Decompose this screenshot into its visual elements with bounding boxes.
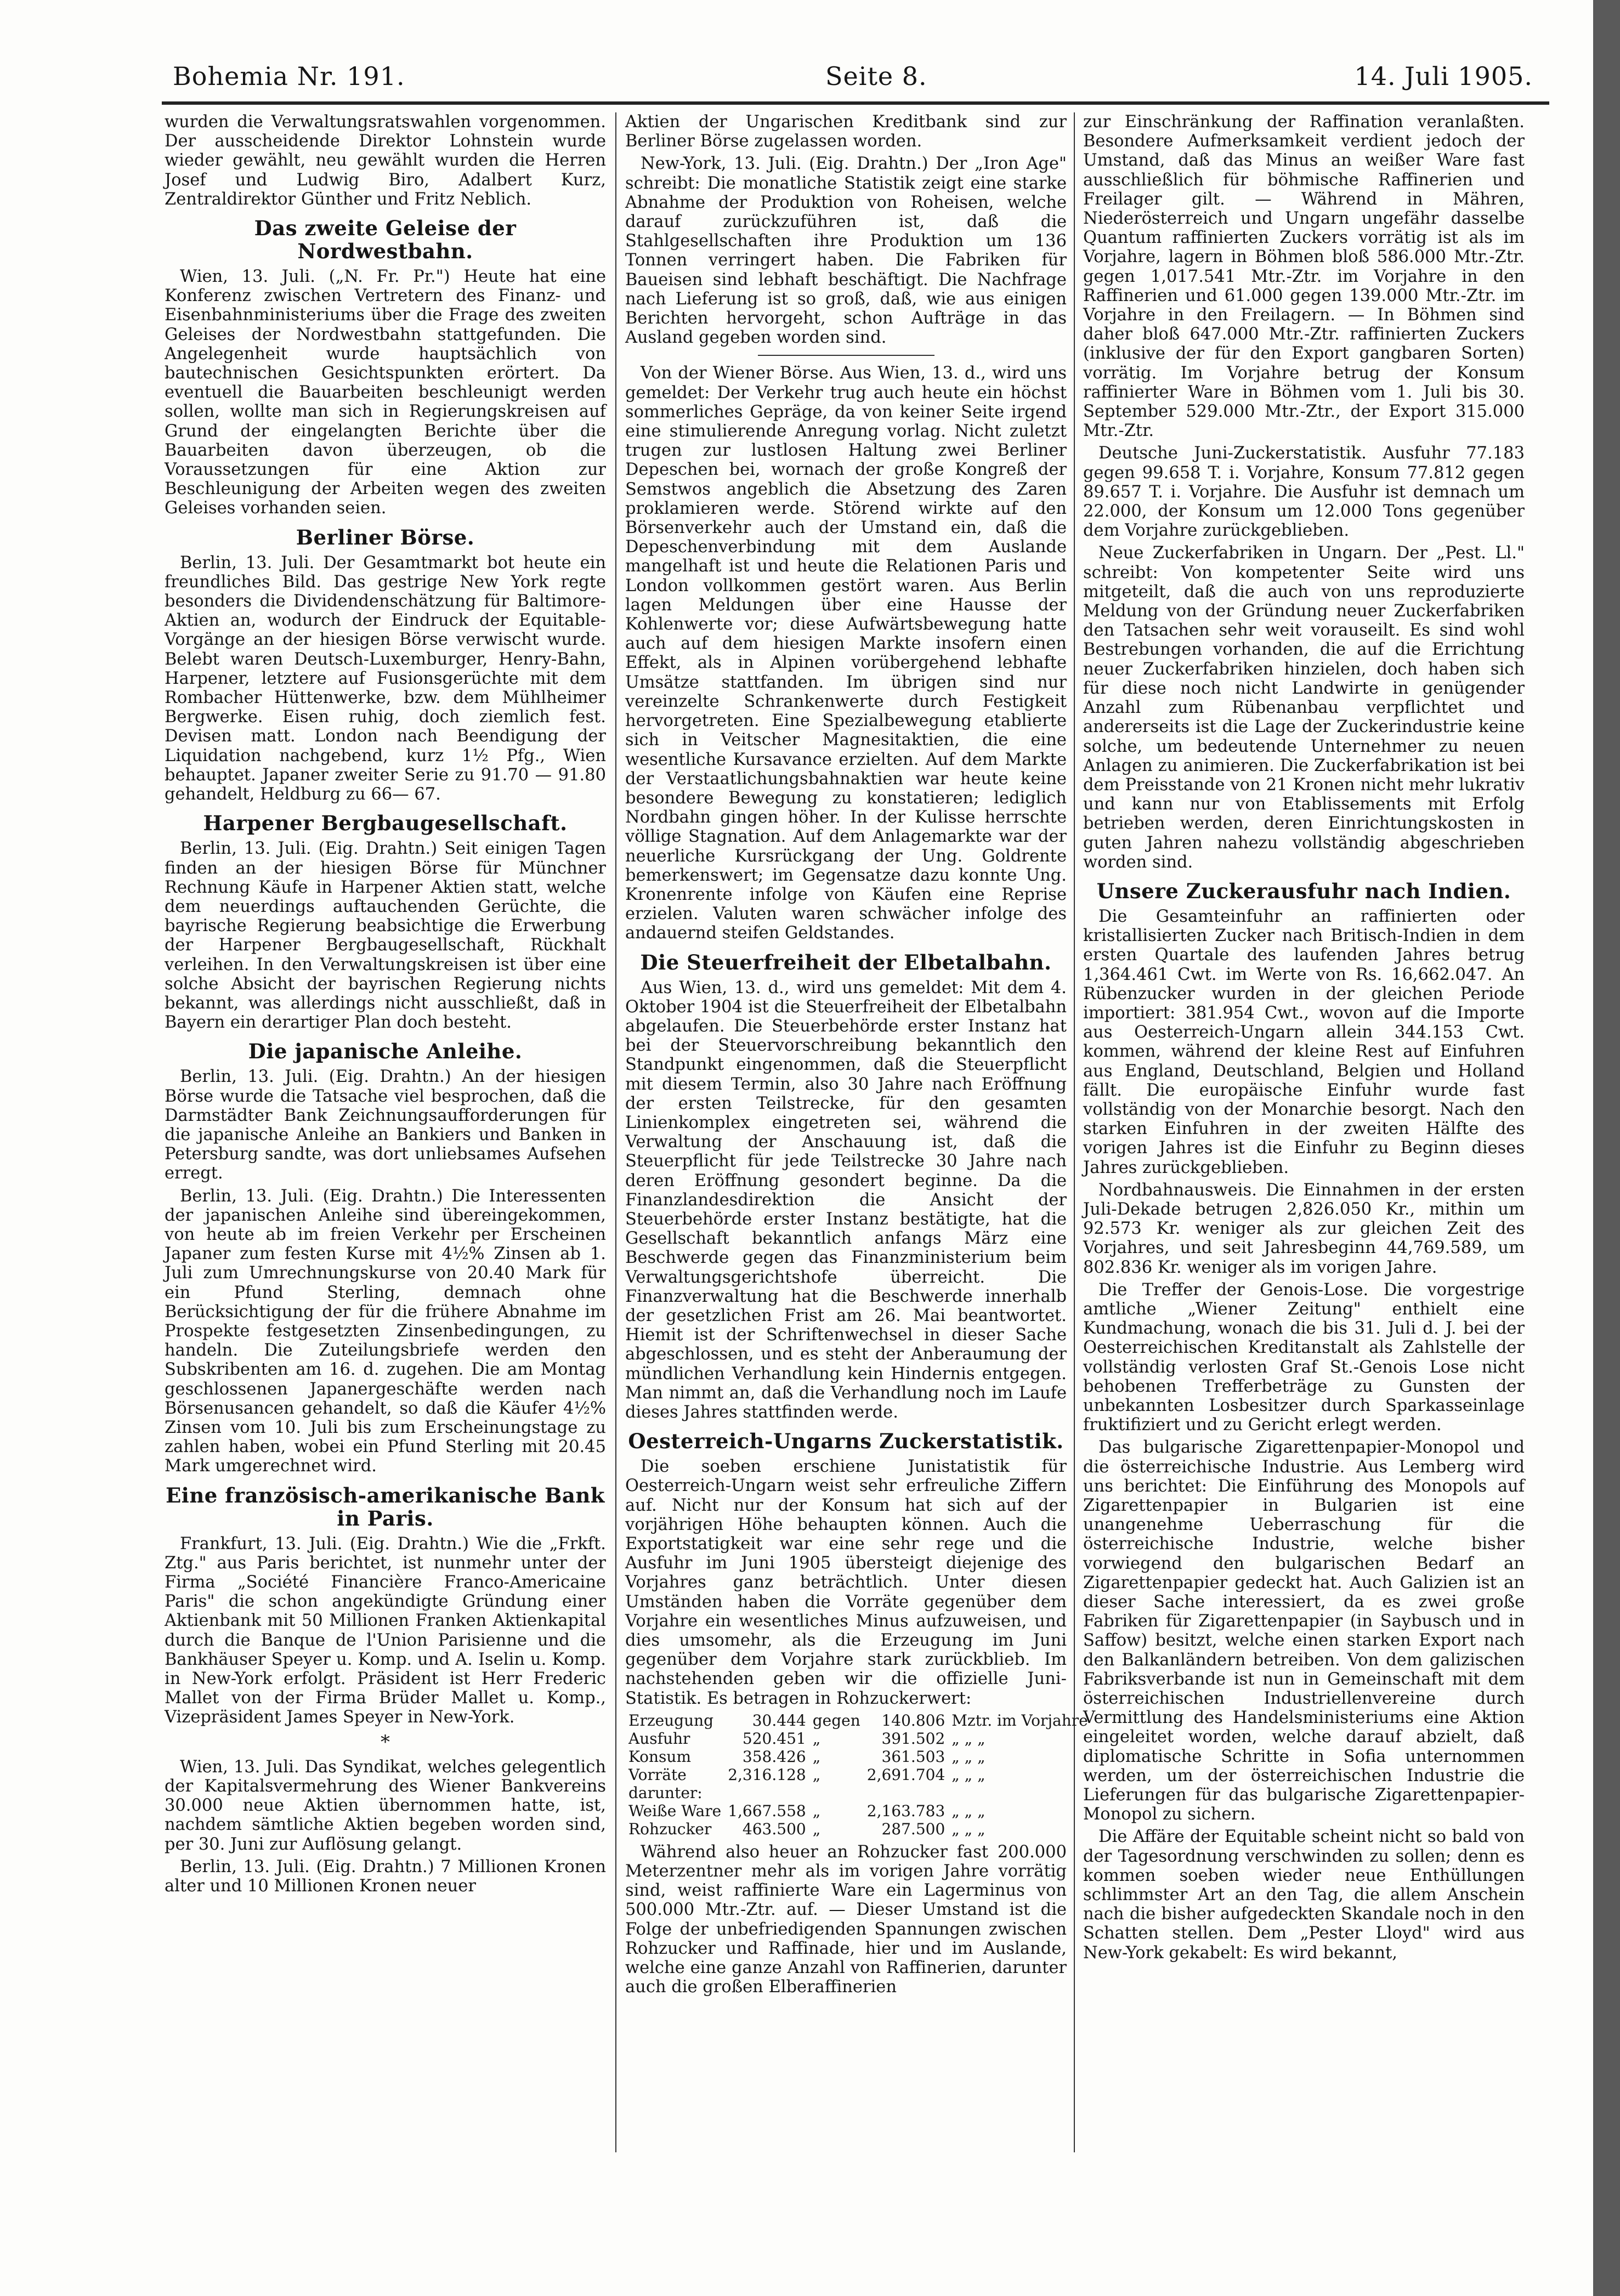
article-paragraph: Deutsche Juni-Zuckerstatistik. Ausfuhr 77.183 gegen 99.658 T. i. Vorjahre, Konsum 77.812 gegen 89.657 T. i. Vorjahre. Die Ausfuhr ist demnach um 22.000, der Konsum um 12.000 Tons gegenüber dem Vorjahre zurückgeblieben.: [1083, 444, 1525, 541]
article-heading: Harpener Bergbaugesellschaft.: [203, 811, 568, 836]
article-paragraph: Die Gesamteinfuhr an raffinierten oder kristallisierten Zucker nach Britisch-Indien in dem ersten Quartale des laufenden Jahres betrug 1,364.461 Cwt. im Werte von Rs. 16,662.047. An Rübenzucker wurden in der gleichen Periode importiert: 381.954 Cwt., wovon auf die Importe aus Oesterreich-Ungarn allein 344.153 Cwt. kommen, während der kleine Rest auf Einfuhren aus England, Deutschland, Belgien und Holland fällt. Die europäische Einfuhr wurde fast vollständig von der Monarchie besorgt. Nach den starken Einfuhren in der zweiten Hälfte des vorigen Jahres ist die Einfuhr zu Beginn dieses Jahres zurückgeblieben.: [1083, 906, 1525, 1177]
table-row: [625, 1730, 1091, 1748]
article-paragraph: Wien, 13. Juli. („N. Fr. Pr.") Heute hat eine Konferenz zwischen Vertretern des Finanz- und Eisenbahnministeriums über die Frage des zweiten Geleises der Nordwestbahn stattgefunden. Die Angelegenheit wurde hauptsächlich von bautechnischen Gesichtspunkten erörtert. Da eventuell die Bauarbeiten beschleunigt werden sollen, wollte man sich in Regierungskreisen auf Grund der eingelangten Berichte über die Bauarbeiten davon überzeugen, ob die Voraussetzungen für eine Aktion zur Beschleunigung der Arbeiten wegen des zweiten Geleises vorhanden seien.: [165, 267, 606, 518]
row-label: Vorräte: [628, 1765, 687, 1784]
article-paragraph: Wien, 13. Juli. Das Syndikat, welches gelegentlich der Kapitalsvermehrung des Wiener Bankvereins 30.000 neue Aktien übernommen hatte, ist, nachdem sämtliche Aktien begeben worden sind, per 30. Juni zur Auflösung gelangt.: [165, 1757, 606, 1854]
value-1905: 358.426: [742, 1747, 806, 1766]
article-heading: Unsere Zuckerausfuhr nach Indien.: [1096, 878, 1511, 903]
article-paragraph: Die Affäre der Equitable scheint nicht so bald von der Tagesordnung verschwinden zu sollen; denn es kommen soeben wieder neue Enthüllungen schlimmster Art an den Tag, die allem Anschein nach die bisher aufgedeckten Skandale noch in den Schatten stellen. Dem „Pester Lloyd" wird aus New-York gekabelt: Es wird bekannt,: [1083, 1827, 1525, 1963]
column-2: [625, 112, 1088, 2000]
article-paragraph: Berlin, 13. Juli. (Eig. Drahtn.) An der hiesigen Börse wurde die Tatsache viel besprochen, daß die Darmstädter Bank Zeichnungsaufforderungen für die japanische Anleihe an Bankiers und Banken in Petersburg sandte, was dort unliebsames Aufsehen erregt.: [165, 1067, 606, 1183]
article-paragraph: Berlin, 13. Juli. Der Gesamtmarkt bot heute ein freundliches Bild. Das gestrige New York regte besonders die Dividendenschätzung für Baltimore-Aktien an, wodurch der Eindruck der Equitable-Vorgänge an der hiesigen Börse verwischt wurde. Belebt waren Deutsch-Luxemburger, Henry-Bahn, Harpener, letztere auf Fusionsgerüchte mit dem Rombacher Hüttenwerke, bzw. dem Mühlheimer Bergwerke. Eisen ruhig, doch ziemlich fest. Devisen matt. London nach Beendigung der Liquidation nachgebend, kurz 1½ Pfg., Wien behauptet. Japaner zweiter Serie zu 91.70 — 91.80 gehandelt, Heldburg zu 66— 67.: [165, 553, 606, 804]
value-1905: 463.500: [742, 1819, 806, 1838]
row-note: „ „ „: [951, 1729, 985, 1748]
article-heading: Die Steuerfreiheit der Elbetalbahn.: [640, 950, 1052, 974]
article-paragraph: Aus Wien, 13. d., wird uns gemeldet: Mit dem 4. Oktober 1904 ist die Steuerfreiheit der Elbetalbahn abgelaufen. Die Steuerbehörde erster Instanz hat bei der Steuervorschreibung bekanntlich den Standpunkt eingenommen, daß die Steuerpflicht mit diesem Termin, also 30 Jahre nach Eröffnung der ersten Teilstrecke, für den gesamten Linienkomplex eingetreten sei, während die Verwaltung der Anschauung ist, daß die Steuerpflicht für jede Teilstrecke 30 Jahre nach deren Eröffnung gesondert beginne. Da die Finanzlandesdirektion die Ansicht der Steuerbehörde erster Instanz bestätigte, hat die Gesellschaft bekanntlich anfangs März eine Beschwerde gegen das Finanzministerium beim Verwaltungsgerichtshofe überreicht. Die Finanzverwaltung hat die Beschwerde innerhalb der gesetzlichen Frist am 26. Mai beantwortet. Hiemit ist der Schriftenwechsel in dieser Sache abgeschlossen, und es steht der Anberaumung der mündlichen Verhandlung kein Hindernis entgegen. Man nimmt an, daß die Verhandlung noch im Laufe dieses Jahres stattfinden werde.: [625, 978, 1067, 1422]
row-label: Rohzucker: [628, 1819, 712, 1838]
value-1905: 520.451: [742, 1729, 806, 1748]
article-heading: Die japanische Anleihe.: [248, 1039, 523, 1064]
table-row: [625, 1820, 1091, 1838]
column-1: [165, 112, 606, 1899]
row-note: „ „ „: [951, 1819, 985, 1838]
value-previous-year: 287.500: [881, 1819, 945, 1838]
article-paragraph: wurden die Verwaltungsratswahlen vorgenommen. Der ausscheidende Direktor Lohnstein wurde wieder gewählt, neu gewählt wurden die Herren Josef und Ludwig Biro, Adalbert Kurz, Zentraldirektor Günther und Fritz Neblich.: [165, 112, 606, 209]
row-note: „ „ „: [951, 1765, 985, 1784]
row-note: Mztr. im Vorjahre: [951, 1711, 1088, 1730]
row-label: darunter:: [628, 1783, 703, 1802]
comparison-word: „: [812, 1819, 821, 1838]
sugar-statistics-table: [625, 1711, 1091, 1838]
value-previous-year: 140.806: [881, 1711, 945, 1730]
header-rule: [162, 101, 1549, 105]
value-previous-year: 2,163.783: [866, 1801, 945, 1820]
article-paragraph: New-York, 13. Juli. (Eig. Drahtn.) Der „Iron Age" schreibt: Die monatliche Statistik zeigt eine starke Abnahme der Produktion von Roheisen, welche darauf zurückzuführen ist, daß die Stahlgesellschaften ihre Produktion um 136 Tonnen verringert haben. Die Fabriken für Baueisen sind lebhaft beschäftigt. Die Nachfrage nach Lieferung ist so groß, daß, wie aus einigen Berichten hervorgeht, schon Aufträge in das Ausland gegeben worden sind.: [625, 154, 1067, 348]
comparison-word: „: [812, 1747, 821, 1766]
article-heading: Eine französisch-amerikanische Bank in Paris.: [166, 1483, 605, 1530]
article-paragraph: Frankfurt, 13. Juli. (Eig. Drahtn.) Wie die „Frkft. Ztg." aus Paris berichtet, ist nunmehr unter der Firma „Société Financière Franco-Americaine Paris" die schon angekündigte Gründung einer Aktienbank mit 50 Millionen Franken Aktienkapital durch die Banque de l'Union Parisienne und die Bankhäuser Speyer u. Komp. und A. Iselin u. Komp. in New-York erfolgt. Präsident ist Herr Frederic Mallet von der Firma Brüder Mallet u. Komp., Vizepräsident James Speyer in New-York.: [165, 1534, 606, 1727]
table-row: [625, 1711, 1091, 1730]
scan-edge: [1593, 0, 1620, 2296]
article-paragraph: Aktien der Ungarischen Kreditbank sind zur Berliner Börse zugelassen worden.: [625, 112, 1067, 151]
table-row: [625, 1784, 1091, 1802]
article-paragraph: Berlin, 13. Juli. (Eig. Drahtn.) Die Interessenten der japanischen Anleihe sind übereingekommen, von heute ab im freien Verkehr per Erscheinen Japaner zum festen Kurse mit 4½% Zinsen ab 1. Juli zum Umrechnungskurse von 20.40 Mark für ein Pfund Sterling, demnach ohne Berücksichtigung der für die frühere Abnahme im Prospekte festgesetzten Zinsenbedingungen, zu handeln. Die Zuteilungsbriefe werden den Subskribenten am 16. d. zugehen. Die am Montag geschlossenen Japanergeschäfte werden nach Börsenusancen gehandelt, so daß die Käufer 4½% Zinsen vom 10. Juli bis zum Erscheinungstage zu zahlen haben, wobei ein Pfund Sterling mit 20.45 Mark umgerechnet wird.: [165, 1186, 606, 1476]
comparison-word: gegen: [812, 1711, 860, 1730]
section-rule: [758, 355, 934, 356]
comparison-word: „: [812, 1765, 821, 1784]
column-3: [1083, 112, 1525, 1966]
table-row: [625, 1766, 1091, 1784]
article-paragraph: Nordbahnausweis. Die Einnahmen in der ersten Juli-Dekade betrugen 2,826.050 Kr., mithin um 92.573 Kr. weniger als zur gleichen Zeit des Vorjahres, und seit Jahresbeginn 44,769.589, um 802.836 Kr. weniger als im vorigen Jahre.: [1083, 1180, 1525, 1277]
table-row: [625, 1748, 1091, 1766]
article-paragraph: Von der Wiener Börse. Aus Wien, 13. d., wird uns gemeldet: Der Verkehr trug auch heute ein höchst sommerliches Gepräge, da von keiner Seite irgend eine stimulierende Anregung vorlag. Nicht zuletzt trugen zur lustlosen Haltung zwei Berliner Depeschen bei, wornach der große Kongreß der Semstwos angeblich die Absetzung des Zaren proklamieren werde. Störend wirkte auf den Börsenverkehr auch der Umstand ein, daß die Depeschenverbindung mit dem Auslande mangelhaft ist und heute die Relationen Paris und London vollkommen gestört waren. Aus Berlin lagen Meldungen über eine Hausse der Kohlenwerte vor; diese Aufwärtsbewegung hatte auch auf dem hiesigen Markte insofern einen Effekt, als in Alpinen vorübergehend lebhafte Umsätze stattfanden. Im übrigen sind nur vereinzelte Schrankenwerte durch Festigkeit hervorgetreten. Eine Spezialbewegung etablierte sich in Veitscher Magnesitaktien, die eine wesentliche Kursavance erzielten. Auf dem Markte der Verstaatlichungsbahnaktien war heute keine besondere Bewegung zu konstatieren; lediglich Nordbahn gingen höher. In der Kulisse herrschte völlige Stagnation. Auf dem Anlagemarkte war der neuerliche Kursrückgang der Ung. Goldrente bemerkenswert; im Gegensatze dazu konnte Ung. Kronenrente infolge von Käufen eine Reprise erzielen. Valuten waren schwächer infolge des andauernd steifen Geldstandes.: [625, 364, 1067, 943]
article-paragraph: Das bulgarische Zigarettenpapier-Monopol und die österreichische Industrie. Aus Lemberg wird uns berichtet: Die Einführung des Monopols auf Zigarettenpapier in Bulgarien ist eine unangenehme Ueberraschung für die österreichische Industrie, welche bisher vorwiegend den bulgarischen Bedarf an Zigarettenpapier gedeckt hat. Auch Galizien ist an dieser Sache interessiert, da es zwei große Fabriken für Zigarettenpapier (in Saybusch und in Saffow) besitzt, welche einen starken Export nach den Balkanländern betreiben. Von dem galizischen Fabriksverbande ist nun in Gemeinschaft mit dem österreichischen Industriellenvereine durch Vermittlung des Handelsministeriums eine Aktion eingeleitet worden, welche darauf abzielt, daß diplomatische Schritte in Sofia unternommen werden, um der österreichischen Industrie die Lieferungen für das bulgarische Zigarettenpapier-Monopol zu sichern.: [1083, 1438, 1525, 1824]
article-paragraph: Während also heuer an Rohzucker fast 200.000 Meterzentner mehr als im vorigen Jahre vorrätig sind, weist raffinierte Ware ein Lagerminus von 500.000 Mtr.-Ztr. auf. — Dieser Umstand ist die Folge der unbefriedigenden Spannungen zwischen Rohzucker und Raffinade, hier und im Auslande, welche eine ganze Anzahl von Raffinerien, darunter auch die großen Elberaffinerien: [625, 1842, 1067, 1997]
row-note: [948, 1784, 1091, 1802]
comparison-word: „: [812, 1729, 821, 1748]
article-paragraph: Berlin, 13. Juli. (Eig. Drahtn.) Seit einigen Tagen finden an der hiesigen Börse für Münchner Rechnung Käufe in Harpener Aktien statt, welche dem neuerdings auftauchenden Gerüchte, die bayrische Regierung beabsichtige die Erwerbung der Harpener Bergbaugesellschaft, Rückhalt verleihen. In den Verwaltungskreisen ist über eine solche Absicht der bayrischen Regierung nichts bekannt, was allerdings nicht ausschließt, daß in Bayern ein derartiger Plan doch besteht.: [165, 839, 606, 1033]
article-heading: Das zweite Geleise der Nordwestbahn.: [254, 216, 517, 264]
newspaper-issue: Bohemia Nr. 191.: [173, 61, 405, 91]
comparison-word: [809, 1784, 864, 1802]
value-previous-year: 391.502: [881, 1729, 945, 1748]
column-divider-1: [615, 112, 616, 2152]
value-previous-year: 361.503: [881, 1747, 945, 1766]
value-1905: 2,316.128: [728, 1765, 806, 1784]
value-previous-year: [864, 1784, 949, 1802]
article-paragraph: zur Einschränkung der Raffination veranlaßten. Besondere Aufmerksamkeit verdient jedoch der Umstand, daß das Minus an weißer Ware fast ausschließlich für böhmische Raffinerien und Freilager gilt. — Während in Mähren, Niederösterreich und Ungarn ungefähr dasselbe Quantum raffinierten Zuckers vorrätig ist als im Vorjahre, lagern in Böhmen bloß 586.000 Mtr.-Ztr. gegen 1,017.541 Mtr.-Ztr. im Vorjahre in den Raffinerien und 61.000 gegen 139.000 Mtr.-Ztr. im Vorjahre in den Freilagern. — In Böhmen sind daher bloß 647.000 Mtr.-Ztr. raffinierten Zuckers (inklusive der für den Export gangbaren Sorten) vorrätig. Im Vorjahre betrug der Konsum raffinierter Ware in Böhmen vom 1. Juli bis 30. September 529.000 Mtr.-Ztr., der Export 315.000 Mtr.-Ztr.: [1083, 112, 1525, 441]
row-note: „ „ „: [951, 1747, 985, 1766]
article-paragraph: Die Treffer der Genois-Lose. Die vorgestrige amtliche „Wiener Zeitung" enthielt eine Kundmachung, wonach die bis 31. Juli d. J. bei der Oesterreichischen Kreditanstalt als Zahlstelle der vollständig verlosten Graf St.-Genois Lose nicht behobenen Trefferbeträge zu Gunsten der unbekannten Losbesitzer durch Sparkasseinlage fruktifiziert und zu Gericht erlegt werden.: [1083, 1280, 1525, 1435]
article-paragraph: Berlin, 13. Juli. (Eig. Drahtn.) 7 Millionen Kronen alter und 10 Millionen Kronen neuer: [165, 1857, 606, 1896]
row-label: Erzeugung: [628, 1711, 714, 1730]
issue-date: 14. Juli 1905.: [1354, 61, 1533, 91]
value-previous-year: 2,691.704: [866, 1765, 945, 1784]
comparison-word: „: [812, 1801, 821, 1820]
value-1905: [724, 1784, 809, 1802]
article-heading: Berliner Börse.: [296, 525, 475, 549]
table-row: [625, 1802, 1091, 1820]
column-divider-2: [1074, 112, 1075, 2152]
value-1905: 1,667.558: [728, 1801, 806, 1820]
article-heading: Oesterreich-Ungarns Zuckerstatistik.: [628, 1429, 1064, 1454]
row-label: Ausfuhr: [628, 1729, 690, 1748]
article-paragraph: Neue Zuckerfabriken in Ungarn. Der „Pest. Ll." schreibt: Von kompetenter Seite wird uns mitgeteilt, daß die auch von uns reproduzierte Meldung von der Gründung neuer Zuckerfabriken den Tatsachen sehr weit vorauseilt. Es sind wohl Bestrebungen vorhanden, die auf die Errichtung neuer Zuckerfabriken hinzielen, doch haben sich für diese noch nicht Landwirte in genügender Anzahl zum Rübenanbau verpflichtet und andererseits ist die Lage der Zuckerindustrie keine solche, um bedeutende Unternehmer zu neuen Anlagen zu animieren. Die Zuckerfabrikation ist bei dem Preisstande von 21 Kronen nicht mehr lukrativ und kann nur von Etablissements mit Erfolg betrieben werden, deren Einrichtungskosten in guten Jahren nahezu vollständig abgeschrieben worden sind.: [1083, 543, 1525, 872]
row-label: Konsum: [628, 1747, 692, 1766]
section-separator: *: [381, 1731, 390, 1753]
value-1905: 30.444: [752, 1711, 806, 1730]
page-number: Seite 8.: [825, 61, 927, 91]
row-label: Weiße Ware: [628, 1801, 722, 1820]
page-header: [162, 61, 1544, 105]
article-paragraph: Die soeben erschiene Junistatistik für Oesterreich-Ungarn weist sehr erfreuliche Ziffern auf. Nicht nur der Konsum hat sich auf der vorjährigen Höhe behaupten können. Auch die Exportstatigkeit war eine sehr rege und die Ausfuhr im Juni 1905 übersteigt diejenige des Vorjahres ganz beträchtlich. Unter diesen Umständen haben die Vorräte gegenüber dem Vorjahre ein wesentliches Minus aufzuweisen, und dies umsomehr, als die Erzeugung im Juni gegenüber dem Vorjahre stark zurückblieb. Im nachstehenden geben wir die offizielle Juni-Statistik. Es betragen in Rohzuckerwert:: [625, 1457, 1067, 1708]
row-note: „ „ „: [951, 1801, 985, 1820]
